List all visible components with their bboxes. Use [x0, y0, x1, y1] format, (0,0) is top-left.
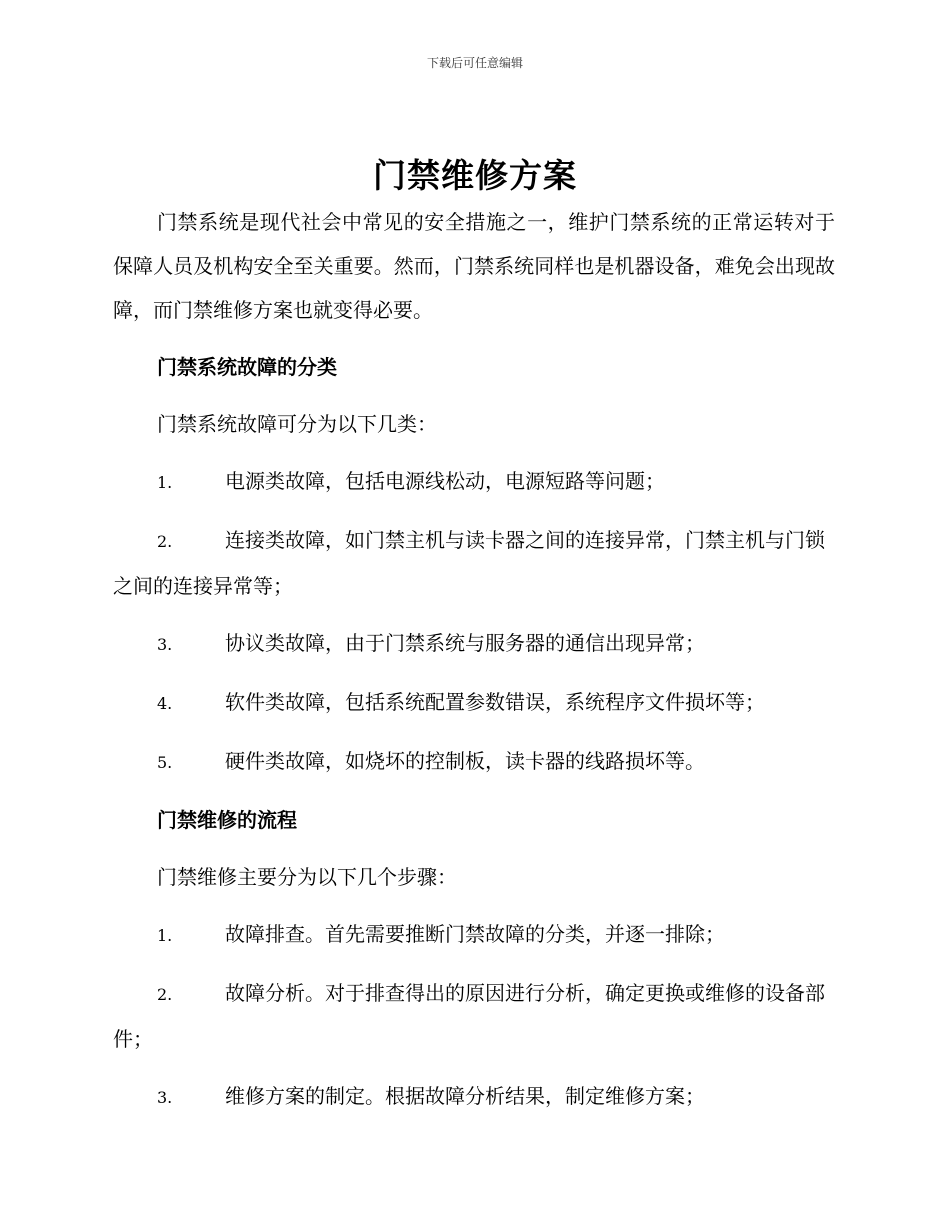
list-text: 故障分析。对于排查得出的原因进行分析，确定更换或维修的设备部件；	[113, 981, 825, 1051]
list-number: 3.	[157, 635, 173, 654]
intro-paragraph: 门禁系统是现代社会中常见的安全措施之一，维护门禁系统的正常运转对于保障人员及机构安全至关重要。然而，门禁系统同样也是机器设备，难免会出现故障，而门禁维修方案也就变得必要。	[113, 210, 835, 322]
document-title: 门禁维修方案	[373, 156, 577, 195]
list-item	[113, 739, 835, 785]
list-number: 1.	[157, 926, 173, 945]
list-text: 电源类故障，包括电源线松动，电源短路等问题；	[225, 469, 665, 493]
list-item	[113, 459, 835, 505]
list-number: 2.	[157, 532, 173, 551]
section-lead-fault-types: 门禁系统故障可分为以下几类：	[157, 412, 437, 436]
list-item	[113, 971, 835, 1061]
list-item	[113, 518, 835, 608]
list-item	[113, 912, 835, 958]
list-text: 协议类故障，由于门禁系统与服务器的通信出现异常；	[225, 631, 705, 655]
list-text: 故障排查。首先需要推断门禁故障的分类，并逐一排除；	[225, 922, 725, 946]
list-number: 4.	[157, 694, 173, 713]
list-text: 软件类故障，包括系统配置参数错误，系统程序文件损坏等；	[225, 690, 765, 714]
list-text: 硬件类故障，如烧坏的控制板，读卡器的线路损坏等。	[225, 749, 705, 773]
page-header: 下载后可任意编辑	[426, 56, 523, 70]
list-text: 维修方案的制定。根据故障分析结果，制定维修方案；	[225, 1084, 705, 1108]
list-item	[113, 1074, 835, 1120]
section-lead-repair-process: 门禁维修主要分为以下几个步骤：	[157, 865, 457, 889]
list-item	[113, 621, 835, 667]
list-item	[113, 680, 835, 726]
list-text: 连接类故障，如门禁主机与读卡器之间的连接异常，门禁主机与门锁之间的连接异常等；	[113, 528, 825, 598]
document-body	[113, 200, 835, 1120]
list-number: 3.	[157, 1088, 173, 1107]
section-heading-repair-process: 门禁维修的流程	[157, 808, 297, 832]
section-heading-fault-types: 门禁系统故障的分类	[157, 355, 337, 379]
list-number: 2.	[157, 985, 173, 1004]
list-number: 5.	[157, 753, 173, 772]
list-number: 1.	[157, 473, 173, 492]
